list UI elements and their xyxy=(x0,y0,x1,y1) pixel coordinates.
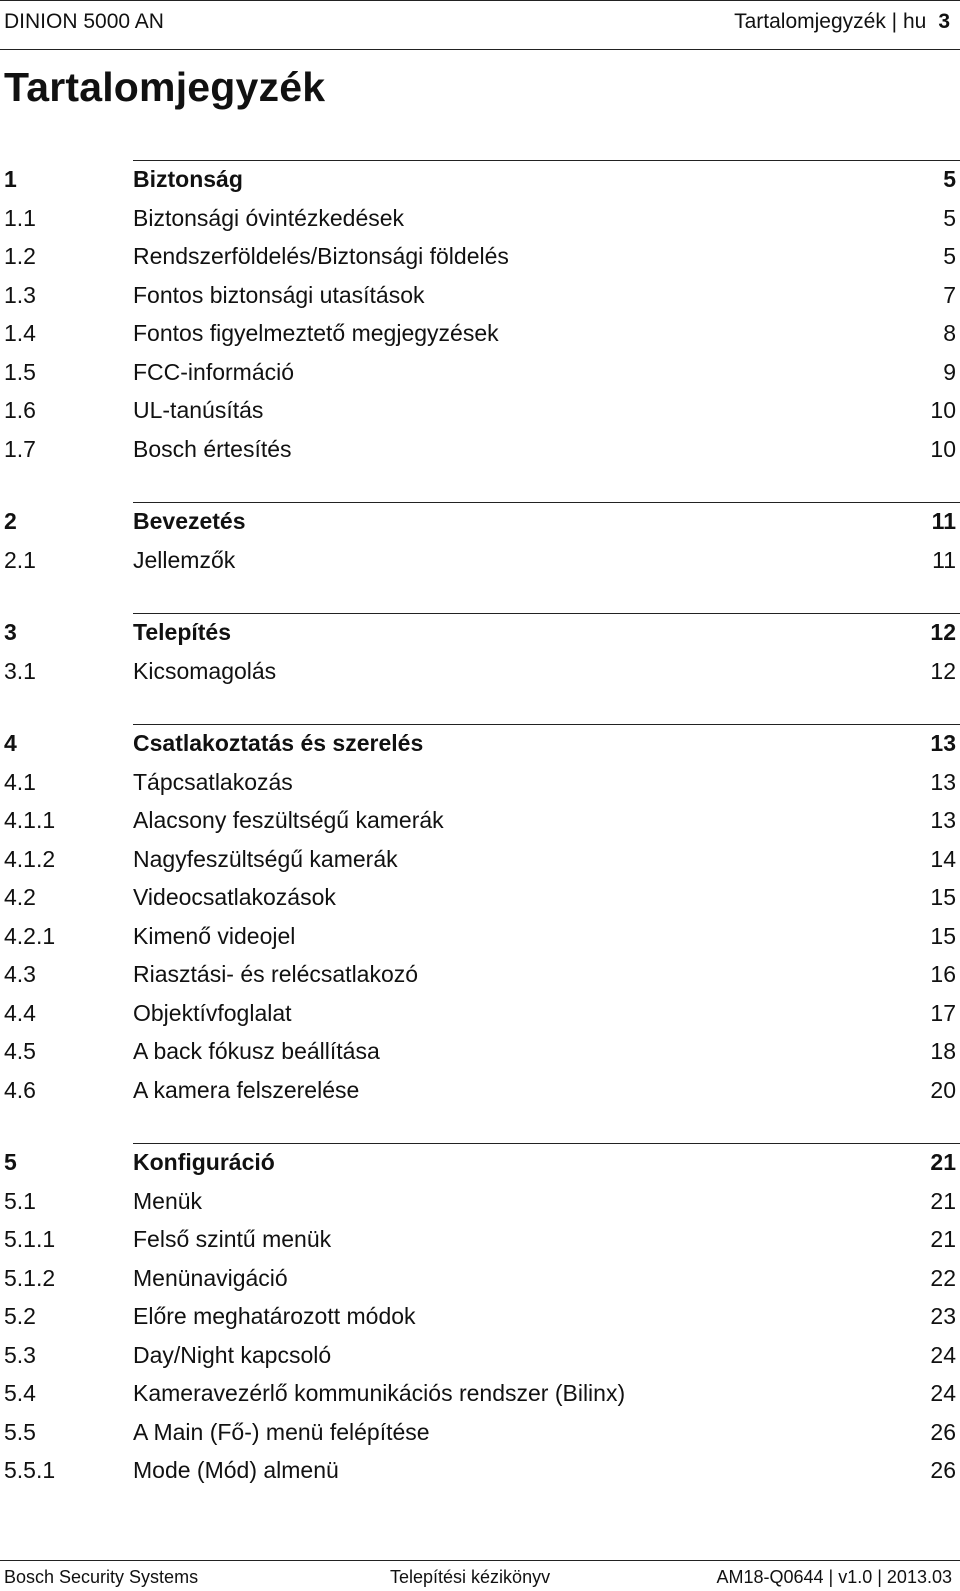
toc-entry[interactable] xyxy=(0,917,960,956)
toc-number: 4.1.1 xyxy=(4,807,56,833)
toc-entry[interactable] xyxy=(0,541,960,580)
toc-number: 4.1.2 xyxy=(4,845,56,872)
toc-entry[interactable] xyxy=(0,237,960,276)
toc-number: 4.5 xyxy=(4,1038,36,1064)
toc-page-number: 26 xyxy=(930,1457,956,1483)
toc-label: Konfiguráció xyxy=(133,1149,275,1175)
toc-chapter-entry[interactable] xyxy=(0,724,960,763)
toc-entry[interactable] xyxy=(0,1071,960,1110)
toc-label: A kamera felszerelése xyxy=(133,1076,360,1103)
toc-number: 5 xyxy=(4,1149,17,1175)
toc-label: Bevezetés xyxy=(133,508,246,534)
toc-chapter-entry[interactable] xyxy=(0,613,960,652)
toc-number: 4.4 xyxy=(4,999,36,1026)
toc-number: 1.4 xyxy=(4,320,36,346)
page-title: Tartalomjegyzék xyxy=(4,64,326,110)
toc-page-number: 5 xyxy=(943,204,956,231)
toc-entry[interactable] xyxy=(0,1182,960,1221)
toc-label: Objektívfoglalat xyxy=(133,999,292,1026)
toc-page-number: 8 xyxy=(943,320,956,346)
toc-page-number: 15 xyxy=(930,922,956,949)
toc-number: 1.5 xyxy=(4,358,36,385)
toc-number: 2 xyxy=(4,508,17,534)
toc-label: Videocsatlakozások xyxy=(133,884,336,910)
toc-entry[interactable] xyxy=(0,353,960,392)
toc-chapter-entry[interactable] xyxy=(0,160,960,199)
toc-label: Kameravezérlő kommunikációs rendszer (Bilinx) xyxy=(133,1380,626,1406)
toc-section xyxy=(0,160,960,468)
toc-label: A Main (Fő-) menü felépítése xyxy=(133,1418,430,1445)
toc-label: FCC-információ xyxy=(133,358,295,385)
toc-entry[interactable] xyxy=(0,199,960,238)
toc-number: 4 xyxy=(4,730,17,756)
toc-number: 1.2 xyxy=(4,243,36,269)
toc-section xyxy=(0,613,960,690)
toc-page-number: 9 xyxy=(943,358,956,385)
toc-page-number: 22 xyxy=(930,1264,956,1291)
toc-chapter-entry[interactable] xyxy=(0,502,960,541)
toc-page-number: 24 xyxy=(930,1341,956,1368)
toc-page-number: 13 xyxy=(930,768,956,795)
toc-label: Kimenő videojel xyxy=(133,922,296,949)
toc-entry[interactable] xyxy=(0,801,960,840)
toc-entry[interactable] xyxy=(0,1032,960,1071)
product-name: DINION 5000 AN xyxy=(4,10,164,33)
toc-page-number: 26 xyxy=(930,1418,956,1445)
toc-entry[interactable] xyxy=(0,430,960,469)
toc-number: 4.2 xyxy=(4,884,36,910)
toc-label: Csatlakoztatás és szerelés xyxy=(133,730,424,756)
toc-label: Bosch értesítés xyxy=(133,435,292,462)
toc-page-number: 7 xyxy=(943,281,956,308)
toc-page-number: 13 xyxy=(930,730,956,756)
toc-page-number: 10 xyxy=(930,435,956,462)
header-right xyxy=(734,10,950,34)
footer-company: Bosch Security Systems xyxy=(4,1567,199,1587)
toc-label: Biztonság xyxy=(133,166,243,192)
toc-number: 5.1 xyxy=(4,1187,36,1214)
page-footer xyxy=(0,1560,960,1591)
toc-entry[interactable] xyxy=(0,840,960,879)
toc-chapter-entry[interactable] xyxy=(0,1143,960,1182)
toc-number: 5.2 xyxy=(4,1303,36,1329)
toc-label: Telepítés xyxy=(133,619,231,645)
toc-page-number: 5 xyxy=(943,243,956,269)
toc-entry[interactable] xyxy=(0,955,960,994)
toc-entry[interactable] xyxy=(0,1451,960,1490)
header-page-number: 3 xyxy=(938,10,950,33)
toc-page-number: 15 xyxy=(930,884,956,910)
toc-page-number: 13 xyxy=(930,807,956,833)
toc-page-number: 18 xyxy=(930,1038,956,1064)
toc-label: Fontos biztonsági utasítások xyxy=(133,281,425,308)
toc-number: 5.3 xyxy=(4,1341,36,1368)
toc-label: Felső szintű menük xyxy=(133,1226,332,1252)
toc-page-number: 21 xyxy=(930,1187,956,1214)
toc-entry[interactable] xyxy=(0,994,960,1033)
toc-number: 4.1 xyxy=(4,768,36,795)
toc-entry[interactable] xyxy=(0,1374,960,1413)
toc-label: Rendszerföldelés/Biztonsági földelés xyxy=(133,243,509,269)
toc-section xyxy=(0,724,960,1109)
footer-document: Telepítési kézikönyv xyxy=(390,1567,551,1587)
toc-page-number: 11 xyxy=(932,546,956,573)
toc-number: 5.1.1 xyxy=(4,1226,56,1252)
toc-page-number: 12 xyxy=(930,657,956,684)
toc-page-number: 14 xyxy=(930,845,956,872)
toc-number: 3 xyxy=(4,619,17,645)
toc-number: 1.3 xyxy=(4,281,36,308)
footer-reference: AM18-Q0644 | v1.0 | 2013.03 xyxy=(716,1567,952,1587)
toc-page-number: 16 xyxy=(930,961,956,987)
toc-number: 1.7 xyxy=(4,435,36,462)
toc-label: Nagyfeszültségű kamerák xyxy=(133,845,398,872)
toc-entry[interactable] xyxy=(0,314,960,353)
toc-page-number: 23 xyxy=(930,1303,956,1329)
table-of-contents xyxy=(0,160,960,1524)
toc-page-number: 21 xyxy=(930,1226,956,1252)
toc-entry[interactable] xyxy=(0,1297,960,1336)
toc-page-number: 5 xyxy=(943,166,956,192)
toc-entry[interactable] xyxy=(0,763,960,802)
toc-entry[interactable] xyxy=(0,276,960,315)
toc-label: Mode (Mód) almenü xyxy=(133,1457,339,1483)
toc-label: Fontos figyelmeztető megjegyzések xyxy=(133,320,499,346)
toc-page-number: 12 xyxy=(930,619,956,645)
header-section: Tartalomjegyzék | hu xyxy=(734,10,927,33)
toc-page-number: 21 xyxy=(930,1149,956,1175)
toc-label: Jellemzők xyxy=(133,546,236,573)
toc-label: Alacsony feszültségű kamerák xyxy=(133,807,444,833)
toc-label: UL-tanúsítás xyxy=(133,397,264,423)
toc-page-number: 10 xyxy=(930,397,956,423)
toc-page-number: 24 xyxy=(930,1380,956,1406)
toc-number: 1.6 xyxy=(4,397,36,423)
toc-page-number: 17 xyxy=(930,999,956,1026)
toc-label: Day/Night kapcsoló xyxy=(133,1341,332,1368)
toc-entry[interactable] xyxy=(0,391,960,430)
toc-number: 5.5.1 xyxy=(4,1457,56,1483)
toc-page-number: 20 xyxy=(930,1076,956,1103)
toc-label: Kicsomagolás xyxy=(133,657,277,684)
toc-number: 5.4 xyxy=(4,1380,36,1406)
toc-page-number: 11 xyxy=(931,508,956,534)
toc-number: 4.2.1 xyxy=(4,922,56,949)
toc-entry[interactable] xyxy=(0,1259,960,1298)
toc-entry[interactable] xyxy=(0,1336,960,1375)
toc-number: 2.1 xyxy=(4,546,36,573)
toc-number: 4.3 xyxy=(4,961,36,987)
page-header xyxy=(0,0,960,50)
toc-number: 5.5 xyxy=(4,1418,36,1445)
toc-entry[interactable] xyxy=(0,1413,960,1452)
toc-section xyxy=(0,1143,960,1490)
toc-label: Előre meghatározott módok xyxy=(133,1303,416,1329)
toc-label: Menünavigáció xyxy=(133,1264,288,1291)
toc-number: 1 xyxy=(4,166,17,192)
toc-label: Tápcsatlakozás xyxy=(133,768,293,795)
toc-number: 4.6 xyxy=(4,1076,36,1103)
toc-entry[interactable] xyxy=(0,652,960,691)
toc-label: Menük xyxy=(133,1187,203,1214)
toc-entry[interactable] xyxy=(0,878,960,917)
toc-label: A back fókusz beállítása xyxy=(133,1038,380,1064)
toc-label: Riasztási- és relécsatlakozó xyxy=(133,961,419,987)
toc-number: 3.1 xyxy=(4,657,36,684)
toc-number: 1.1 xyxy=(4,204,36,231)
toc-entry[interactable] xyxy=(0,1220,960,1259)
toc-section xyxy=(0,502,960,579)
toc-number: 5.1.2 xyxy=(4,1264,56,1291)
toc-label: Biztonsági óvintézkedések xyxy=(133,204,405,231)
